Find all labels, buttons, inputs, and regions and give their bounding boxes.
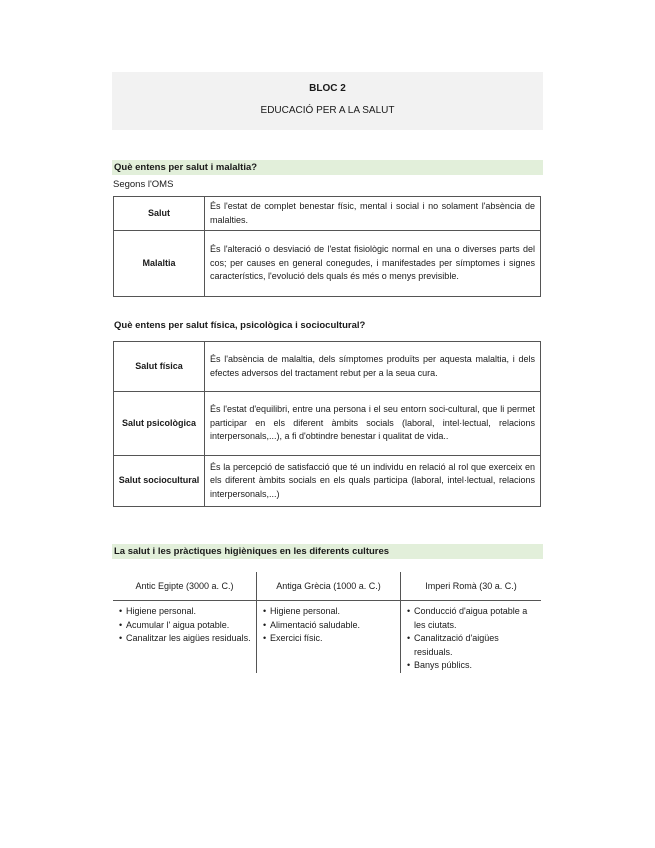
definition-cell: És l'estat d'equilibri, entre una persona i el seu entorn soci-cultural, que li permet participar en els diferent àmbits socials (laboral, intel·lectual, relacions interpersonals,...), a fi d'obtindre benestar i qualitat de vida.. (205, 392, 541, 456)
list-item: • Higiene personal. (119, 605, 251, 619)
egypt-practices (113, 601, 257, 673)
list-item: • Acumular l' aigua potable. (119, 619, 251, 633)
greece-practices (257, 601, 401, 673)
cultures-header-row (113, 572, 541, 601)
table-row (114, 342, 541, 392)
column-title-greece: Antiga Grècia (1000 a. C.) (257, 572, 401, 601)
list-item: • Higiene personal. (263, 605, 395, 619)
definition-table-2 (113, 341, 541, 507)
cultures-table (113, 572, 541, 673)
list-item: • Conducció d'aigua potable a les ciutats. (407, 605, 536, 632)
term-cell: Salut física (114, 342, 205, 392)
table-row (114, 456, 541, 507)
definition-table-1 (113, 196, 541, 297)
column-title-rome: Imperi Romà (30 a. C.) (401, 572, 542, 601)
section1-intro: Segons l'OMS (113, 179, 174, 190)
section3-heading: La salut i les pràctiques higièniques en les diferents cultures (112, 544, 543, 559)
term-cell: Salut psicològica (114, 392, 205, 456)
section1-heading: Què entens per salut i malaltia? (112, 160, 543, 175)
list-item: • Canalització d'aigües residuals. (407, 632, 536, 659)
definition-cell: És l'estat de complet benestar físic, mental i social i no solament l'absència de malalties. (205, 197, 541, 231)
document-page (112, 72, 543, 673)
bloc-subtitle: EDUCACIÓ PER A LA SALUT (260, 105, 395, 116)
list-item: • Banys públics. (407, 659, 536, 673)
table-row (114, 231, 541, 297)
list-item: • Canalitzar les aigües residuals. (119, 632, 251, 646)
list-item: • Alimentació saludable. (263, 619, 395, 633)
cultures-content-row (113, 601, 541, 673)
definition-cell: És l'absència de malaltia, dels símptomes produïts per aquesta malaltia, i dels efectes adversos del tractament rebut per a la seua cura. (205, 342, 541, 392)
column-title-egypt: Antic Egipte (3000 a. C.) (113, 572, 257, 601)
table-row (114, 197, 541, 231)
table-row (114, 392, 541, 456)
term-cell: Salut sociocultural (114, 456, 205, 507)
list-item: • Exercici físic. (263, 632, 395, 646)
bloc-title: BLOC 2 (309, 83, 346, 94)
section2-heading: Què entens per salut física, psicològica i sociocultural? (114, 320, 366, 331)
definition-cell: És la percepció de satisfacció que té un individu en relació al rol que exerceix en els diferent àmbits socials en els quals participa (laboral, intel·lectual, relacions interpersonals,...) (205, 456, 541, 507)
rome-practices (401, 601, 542, 673)
term-cell: Salut (114, 197, 205, 231)
header-box (112, 72, 543, 130)
definition-cell: És l'alteració o desviació de l'estat fisiològic normal en una o diverses parts del cos; per causes en general conegudes, i manifestades per símptomes i signes característics, l'evolució dels quals és més o menys previsible. (205, 231, 541, 297)
term-cell: Malaltia (114, 231, 205, 297)
